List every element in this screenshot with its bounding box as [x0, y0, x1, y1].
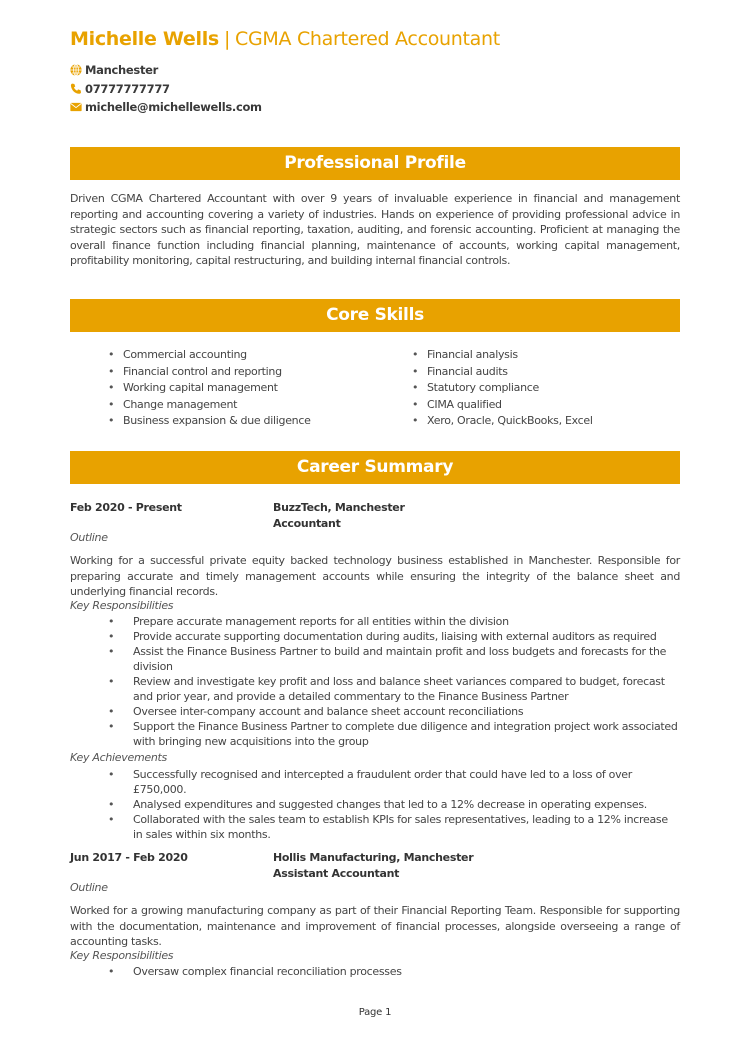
- job-role: Assistant Accountant: [273, 866, 400, 880]
- section-heading-skills: Core Skills: [70, 299, 680, 332]
- globe-icon: [70, 64, 82, 76]
- envelope-icon: [70, 101, 82, 113]
- list-item: • Support the Finance Business Partner to complete due diligence and integration project work associated with bringing new acquisitions into the group: [108, 719, 680, 749]
- job-dates: Feb 2020 - Present: [70, 501, 182, 514]
- responsibilities-list: [108, 964, 680, 979]
- list-item: • Oversee inter-company account and balance sheet account reconciliations: [108, 704, 680, 719]
- header-separator: |: [223, 28, 231, 50]
- list-item: • Assist the Finance Business Partner to build and maintain profit and loss budgets and forecasts for the division: [108, 644, 680, 674]
- header: [70, 28, 500, 50]
- list-item: • Analysed expenditures and suggested changes that led to a 12% decrease in operating expenses.: [108, 797, 680, 812]
- location-text: Manchester: [85, 63, 159, 77]
- job-employer-block: [273, 500, 405, 531]
- skill-item: • CIMA qualified: [412, 397, 593, 414]
- phone-icon: [70, 83, 82, 95]
- skill-item: • Financial audits: [412, 364, 593, 381]
- phone-text: 07777777777: [85, 82, 170, 96]
- job-employer-block: [273, 850, 473, 881]
- achievements-list: [108, 767, 680, 842]
- page-number: Page 1: [358, 1007, 392, 1018]
- job-title: CGMA Chartered Accountant: [235, 28, 500, 50]
- skill-item: • Financial control and reporting: [108, 364, 311, 381]
- section-heading-profile: Professional Profile: [70, 147, 680, 180]
- skill-item: • Commercial accounting: [108, 347, 311, 364]
- employer-name: Hollis Manufacturing, Manchester: [273, 851, 474, 864]
- achievements-label: Key Achievements: [70, 751, 167, 764]
- job-dates: Jun 2017 - Feb 2020: [70, 851, 188, 864]
- section-heading-career: Career Summary: [70, 451, 680, 484]
- skill-item: • Financial analysis: [412, 347, 593, 364]
- job-outline: Working for a successful private equity backed technology business established in Manchester. Responsible for preparing accurate and timely management accounts while ensuring the integrity of the balance sheet and underlying financial records.: [70, 554, 680, 598]
- job-outline: Worked for a growing manufacturing company as part of their Financial Reporting Team. Responsible for supporting with the documentation, maintenance and improvement of financial processes, alongside overseeing a range of accounting tasks.: [70, 904, 680, 948]
- employer-name: BuzzTech, Manchester: [273, 501, 405, 514]
- list-item: • Successfully recognised and intercepted a fraudulent order that could have led to a loss of over £750,000.: [108, 767, 680, 797]
- list-item: • Prepare accurate management reports for all entities within the division: [108, 614, 680, 629]
- responsibilities-label: Key Responsibilities: [70, 949, 174, 962]
- skill-item: • Statutory compliance: [412, 380, 593, 397]
- skill-item: • Working capital management: [108, 380, 311, 397]
- responsibilities-label: Key Responsibilities: [70, 599, 174, 612]
- contact-location: [70, 63, 158, 77]
- skill-item: • Business expansion & due diligence: [108, 413, 311, 430]
- skills-list-right: [412, 347, 593, 430]
- skill-item: • Change management: [108, 397, 311, 414]
- job-role: Accountant: [273, 516, 341, 530]
- list-item: • Oversaw complex financial reconciliation processes: [108, 964, 680, 979]
- outline-label: Outline: [70, 881, 108, 894]
- skills-list-left: [108, 347, 311, 430]
- skill-item: • Xero, Oracle, QuickBooks, Excel: [412, 413, 593, 430]
- contact-email: [70, 100, 262, 114]
- email-link[interactable]: michelle@michellewells.com: [85, 100, 262, 114]
- list-item: • Provide accurate supporting documentation during audits, liaising with external auditors as required: [108, 629, 680, 644]
- responsibilities-list: [108, 614, 680, 749]
- profile-text: Driven CGMA Chartered Accountant with over 9 years of invaluable experience in financial and management reporting and accounting covering a variety of industries. Hands on experience of providing professional advice in strategic sectors such as financial reporting, taxation, auditing, and forensic accounting. Proficient at managing the overall finance function including financial planning, maintenance of accounts, working capital management, profitability monitoring, capital restructuring, and building internal financial controls.: [70, 192, 680, 267]
- outline-label: Outline: [70, 531, 108, 544]
- list-item: • Review and investigate key profit and loss and balance sheet variances compared to budget, forecast and prior year, and provide a detailed commentary to the Finance Business Partner: [108, 674, 680, 704]
- list-item: • Collaborated with the sales team to establish KPIs for sales representatives, leading to a 12% increase in sales within six months.: [108, 812, 680, 842]
- contact-phone: [70, 82, 170, 96]
- candidate-name: Michelle Wells: [70, 28, 219, 50]
